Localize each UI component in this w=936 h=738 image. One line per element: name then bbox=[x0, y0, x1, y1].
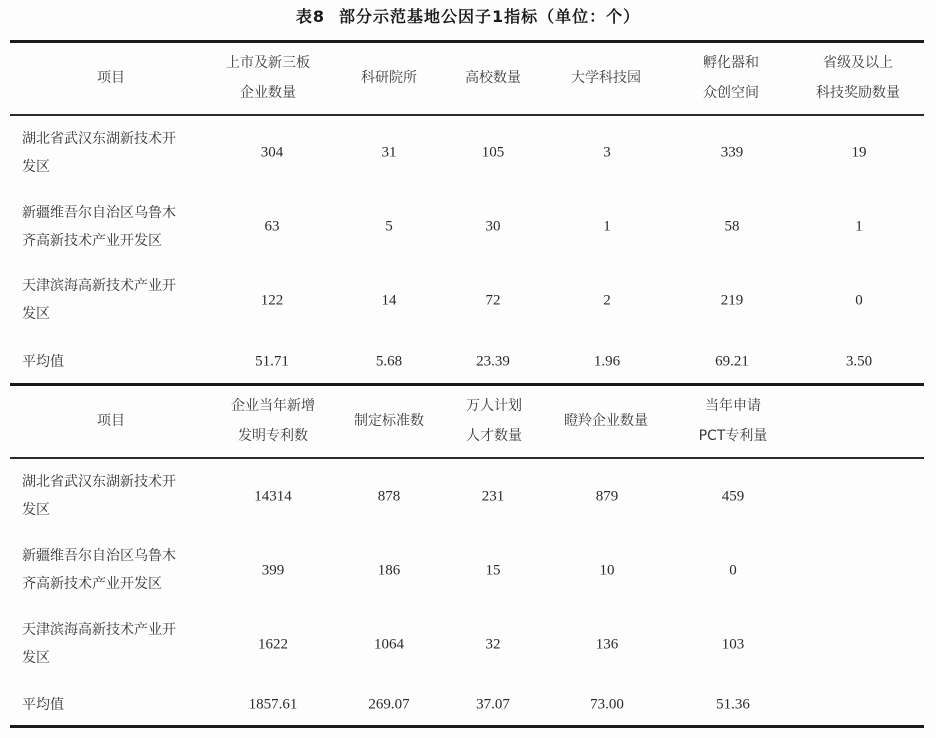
row-label bbox=[22, 199, 212, 255]
cell-value: 1064 bbox=[374, 636, 404, 653]
table1-header-listed-companies bbox=[226, 48, 310, 108]
table-number: 表8 bbox=[295, 7, 325, 26]
row-label-line: 齐高新技术产业开发区 bbox=[22, 233, 162, 249]
row-label-line: 发区 bbox=[22, 502, 50, 518]
cell-value: 31 bbox=[381, 144, 397, 161]
header-text: 上市及新三板 bbox=[226, 55, 310, 71]
row-label-line: 发区 bbox=[22, 159, 50, 175]
header-text: 众创空间 bbox=[703, 85, 759, 101]
cell-value: 1622 bbox=[258, 636, 288, 653]
cell-value: 14 bbox=[381, 292, 397, 309]
cell-value: 5 bbox=[385, 218, 393, 235]
cell-value: 269.07 bbox=[368, 696, 410, 713]
cell-value: 58 bbox=[724, 218, 740, 235]
cell-value: 14314 bbox=[254, 488, 292, 505]
cell-value: 103 bbox=[721, 636, 745, 653]
table2-header-item bbox=[97, 406, 125, 436]
cell-value: 136 bbox=[595, 636, 619, 653]
row-label-line: 新疆维吾尔自治区乌鲁木 bbox=[22, 205, 176, 221]
header-text: 项目 bbox=[97, 413, 125, 429]
cell-value: 15 bbox=[485, 562, 501, 579]
table2-header-gazelle bbox=[564, 406, 648, 436]
cell-value: 0 bbox=[729, 562, 737, 579]
header-text: 科技奖励数量 bbox=[816, 85, 900, 101]
header-text: 孵化器和 bbox=[703, 55, 759, 71]
header-text: PCT专利量 bbox=[698, 428, 768, 444]
header-text: 高校数量 bbox=[465, 70, 521, 86]
table1-header-incubators bbox=[703, 48, 759, 108]
row-label-line: 天津滨海高新技术产业开 bbox=[22, 278, 176, 294]
table2-header-standards bbox=[354, 406, 424, 436]
table1-header-research-institutes bbox=[361, 63, 417, 93]
row-label bbox=[22, 542, 212, 598]
header-text: 人才数量 bbox=[466, 428, 522, 444]
bottom-rule bbox=[10, 725, 924, 728]
header-text: 万人计划 bbox=[466, 398, 522, 414]
cell-value: 1 bbox=[603, 218, 611, 235]
row-label bbox=[22, 616, 212, 672]
cell-value: 51.71 bbox=[255, 353, 289, 370]
cell-value: 3 bbox=[603, 144, 611, 161]
cell-value: 10 bbox=[599, 562, 615, 579]
table1-header-item bbox=[97, 63, 125, 93]
row-label bbox=[22, 348, 212, 376]
table2-header-pct bbox=[699, 391, 768, 451]
header-text: 发明专利数 bbox=[238, 428, 308, 444]
row-label-line: 新疆维吾尔自治区乌鲁木 bbox=[22, 548, 176, 564]
row-label-line: 湖北省武汉东湖新技术开 bbox=[22, 131, 176, 147]
header-text: 制定标准数 bbox=[354, 413, 424, 429]
row-label-line: 齐高新技术产业开发区 bbox=[22, 576, 162, 592]
cell-value: 339 bbox=[720, 144, 744, 161]
row-label-line: 天津滨海高新技术产业开 bbox=[22, 622, 176, 638]
cell-value: 72 bbox=[485, 292, 501, 309]
cell-value: 3.50 bbox=[845, 353, 873, 370]
table-caption bbox=[0, 4, 936, 27]
cell-value: 231 bbox=[481, 488, 505, 505]
cell-value: 304 bbox=[260, 144, 284, 161]
header-text: 科研院所 bbox=[361, 70, 417, 86]
row-label bbox=[22, 468, 212, 524]
cell-value: 1 bbox=[855, 218, 863, 235]
table1-header-science-parks bbox=[571, 63, 641, 93]
header-text: 企业数量 bbox=[240, 85, 296, 101]
cell-value: 37.07 bbox=[476, 696, 510, 713]
table2-header-new-patents bbox=[231, 391, 315, 451]
cell-value: 399 bbox=[261, 562, 285, 579]
cell-value: 1857.61 bbox=[248, 696, 298, 713]
header-text: 企业当年新增 bbox=[231, 398, 315, 414]
header-text: 省级及以上 bbox=[823, 55, 893, 71]
header1-rule bbox=[10, 114, 924, 116]
header-text: 大学科技园 bbox=[571, 70, 641, 86]
cell-value: 51.36 bbox=[716, 696, 750, 713]
row-label-line: 发区 bbox=[22, 650, 50, 666]
top-rule bbox=[10, 40, 924, 43]
cell-value: 32 bbox=[485, 636, 501, 653]
table1-header-awards bbox=[816, 48, 900, 108]
row-label bbox=[22, 691, 212, 719]
header-text: 项目 bbox=[97, 70, 125, 86]
cell-value: 186 bbox=[377, 562, 401, 579]
cell-value: 19 bbox=[851, 144, 867, 161]
cell-value: 73.00 bbox=[590, 696, 624, 713]
cell-value: 0 bbox=[855, 292, 863, 309]
cell-value: 63 bbox=[264, 218, 280, 235]
table-title: 部分示范基地公因子1指标（单位：个） bbox=[339, 7, 641, 26]
header-text: 当年申请 bbox=[705, 398, 761, 414]
header-text: 瞪羚企业数量 bbox=[564, 413, 648, 429]
row-label bbox=[22, 272, 212, 328]
row-label-line: 平均值 bbox=[22, 354, 64, 370]
row-label bbox=[22, 125, 212, 181]
cell-value: 459 bbox=[721, 488, 745, 505]
table2-header-talents bbox=[466, 391, 522, 451]
cell-value: 105 bbox=[481, 144, 505, 161]
row-label-line: 平均值 bbox=[22, 697, 64, 713]
cell-value: 69.21 bbox=[715, 353, 749, 370]
cell-value: 879 bbox=[595, 488, 619, 505]
cell-value: 5.68 bbox=[375, 353, 403, 370]
table-separator-rule bbox=[10, 383, 924, 386]
cell-value: 30 bbox=[485, 218, 501, 235]
cell-value: 1.96 bbox=[593, 353, 621, 370]
row-label-line: 发区 bbox=[22, 306, 50, 322]
table1-header-universities bbox=[465, 63, 521, 93]
row-label-line: 湖北省武汉东湖新技术开 bbox=[22, 474, 176, 490]
cell-value: 2 bbox=[603, 292, 611, 309]
header2-rule bbox=[10, 457, 924, 459]
cell-value: 878 bbox=[377, 488, 401, 505]
cell-value: 219 bbox=[720, 292, 744, 309]
cell-value: 122 bbox=[260, 292, 284, 309]
cell-value: 23.39 bbox=[476, 353, 510, 370]
